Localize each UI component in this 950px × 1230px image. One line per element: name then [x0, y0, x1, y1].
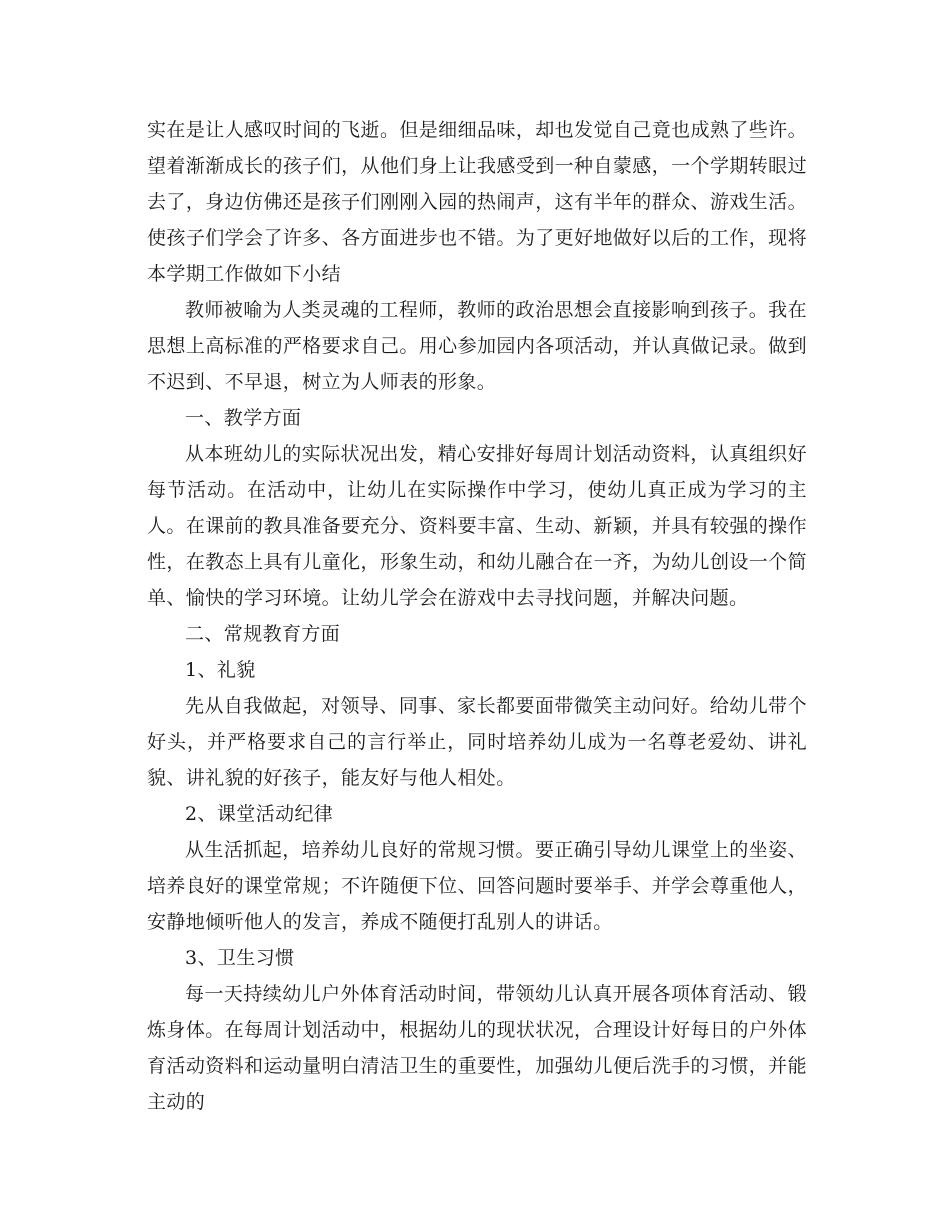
paragraph-classroom-discipline: 从生活抓起，培养幼儿良好的常规习惯。要正确引导幼儿课堂上的坐姿、培养良好的课堂常规；不许随便下位、回答问题时要举手、并学会尊重他人，安静地倾听他人的发言，养成不随便打乱别人的讲话。 — [147, 839, 807, 933]
paragraph-hygiene-habits: 每一天持续幼儿户外体育活动时间，带领幼儿认真开展各项体育活动、锻炼身体。在每周计划活动中，根据幼儿的现状状况，合理设计好每日的户外体育活动资料和运动量明白清洁卫生的重要性，加强幼儿便后洗手的习惯，并能主动的 — [147, 983, 807, 1113]
paragraph-teacher-ethics: 教师被喻为人类灵魂的工程师，教师的政治思想会直接影响到孩子。我在思想上高标准的严格要求自己。用心参加园内各项活动，并认真做记录。做到不迟到、不早退，树立为人师表的形象。 — [147, 299, 807, 393]
section-heading-routine-education: 二、常规教育方面 — [185, 623, 341, 645]
paragraph-politeness: 先从自我做起，对领导、同事、家长都要面带微笑主动问好。给幼儿带个好头，并严格要求自己的言行举止，同时培养幼儿成为一名尊老爱幼、讲礼貌、讲礼貌的好孩子，能友好与他人相处。 — [147, 695, 807, 789]
section-heading-teaching: 一、教学方面 — [185, 407, 302, 429]
subheading-politeness: 1、礼貌 — [185, 659, 256, 681]
paragraph-intro: 实在是让人感叹时间的飞逝。但是细细品味，却也发觉自己竟也成熟了些许。望着渐渐成长的孩子们，从他们身上让我感受到一种自蒙感，一个学期转眼过去了，身边仿佛还是孩子们刚刚入园的热闹声，这有半年的群众、游戏生活。使孩子们学会了许多、各方面进步也不错。为了更好地做好以后的工作，现将本学期工作做如下小结 — [147, 119, 807, 285]
paragraph-teaching: 从本班幼儿的实际状况出发，精心安排好每周计划活动资料，认真组织好每节活动。在活动中，让幼儿在实际操作中学习，使幼儿真正成为学习的主人。在课前的教具准备要充分、资料要丰富、生动、新颖，并具有较强的操作性，在教态上具有儿童化，形象生动，和幼儿融合在一齐，为幼儿创设一个简单、愉快的学习环境。让幼儿学会在游戏中去寻找问题，并解决问题。 — [147, 443, 807, 609]
subheading-classroom-discipline: 2、课堂活动纪律 — [185, 803, 334, 825]
document-body — [147, 112, 807, 1120]
subheading-hygiene-habits: 3、卫生习惯 — [185, 947, 295, 969]
